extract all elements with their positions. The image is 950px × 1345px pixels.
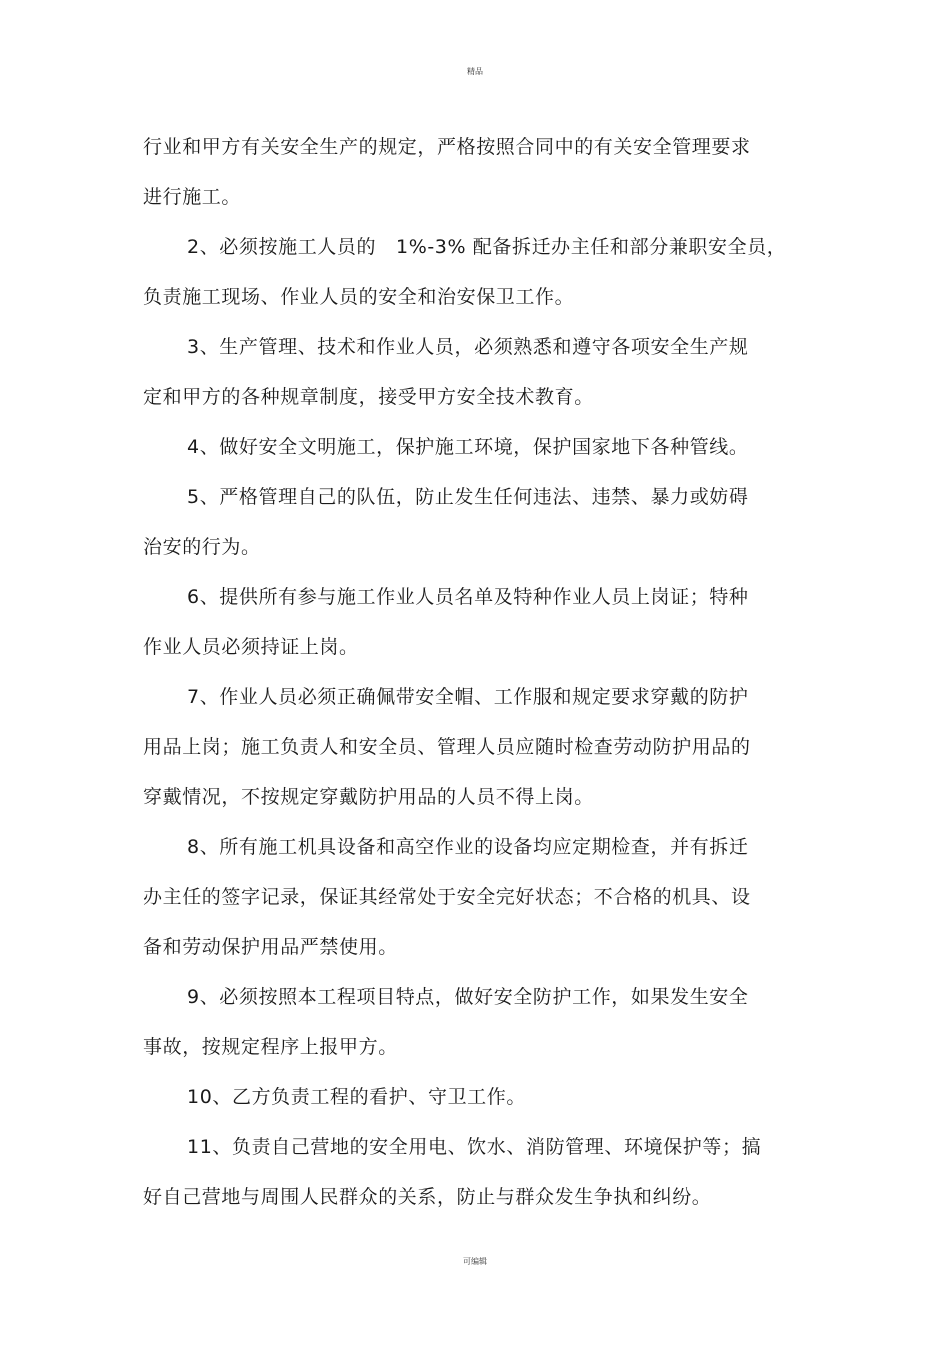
text-line: 好自己营地与周围人民群众的关系，防止与群众发生争执和纠纷。 — [143, 1186, 712, 1208]
text-line: 8、所有施工机具设备和高空作业的设备均应定期检查，并有拆迁 — [187, 836, 749, 858]
document-body — [143, 122, 808, 1222]
text-line: 7、作业人员必须正确佩带安全帽、工作服和规定要求穿戴的防护 — [187, 686, 749, 708]
paragraph-7 — [143, 672, 808, 822]
text-line: 5、严格管理自己的队伍，防止发生任何违法、违禁、暴力或妨碍 — [187, 486, 749, 508]
text-line: 进行施工。 — [143, 186, 242, 208]
text-line: 9、必须按照本工程项目特点，做好安全防护工作，如果发生安全 — [187, 986, 749, 1008]
paragraph-3 — [143, 322, 808, 422]
text-line: 2、必须按施工人员的 1%-3% 配备拆迁办主任和部分兼职安全员， — [187, 236, 787, 258]
text-line: 治安的行为。 — [143, 536, 261, 558]
text-line: 用品上岗；施工负责人和安全员、管理人员应随时检查劳动防护用品的 — [143, 736, 751, 758]
text-line: 穿戴情况，不按规定穿戴防护用品的人员不得上岗。 — [143, 786, 594, 808]
paragraph-6 — [143, 572, 808, 672]
page-header: 精品 — [467, 67, 483, 76]
paragraph-8 — [143, 822, 808, 972]
text-line: 事故，按规定程序上报甲方。 — [143, 1036, 398, 1058]
paragraph-5 — [143, 472, 808, 572]
text-line: 作业人员必须持证上岗。 — [143, 636, 359, 658]
paragraph-10 — [143, 1072, 808, 1122]
page-footer: 可编辑 — [463, 1257, 487, 1266]
text-line: 11、负责自己营地的安全用电、饮水、消防管理、环境保护等；搞 — [187, 1136, 762, 1158]
text-line: 4、做好安全文明施工，保护施工环境，保护国家地下各种管线。 — [187, 436, 749, 458]
paragraph-9 — [143, 972, 808, 1072]
paragraph-1 — [143, 122, 808, 222]
text-line: 行业和甲方有关安全生产的规定，严格按照合同中的有关安全管理要求 — [143, 136, 751, 158]
text-line: 办主任的签字记录，保证其经常处于安全完好状态；不合格的机具、设 — [143, 886, 751, 908]
text-line: 3、生产管理、技术和作业人员，必须熟悉和遵守各项安全生产规 — [187, 336, 749, 358]
text-line: 定和甲方的各种规章制度，接受甲方安全技术教育。 — [143, 386, 594, 408]
paragraph-4 — [143, 422, 808, 472]
text-line: 6、提供所有参与施工作业人员名单及特种作业人员上岗证；特种 — [187, 586, 749, 608]
text-line: 负责施工现场、作业人员的安全和治安保卫工作。 — [143, 286, 575, 308]
text-line: 备和劳动保护用品严禁使用。 — [143, 936, 398, 958]
paragraph-2 — [143, 222, 808, 322]
text-line: 10、乙方负责工程的看护、守卫工作。 — [187, 1086, 526, 1108]
paragraph-11 — [143, 1122, 808, 1222]
